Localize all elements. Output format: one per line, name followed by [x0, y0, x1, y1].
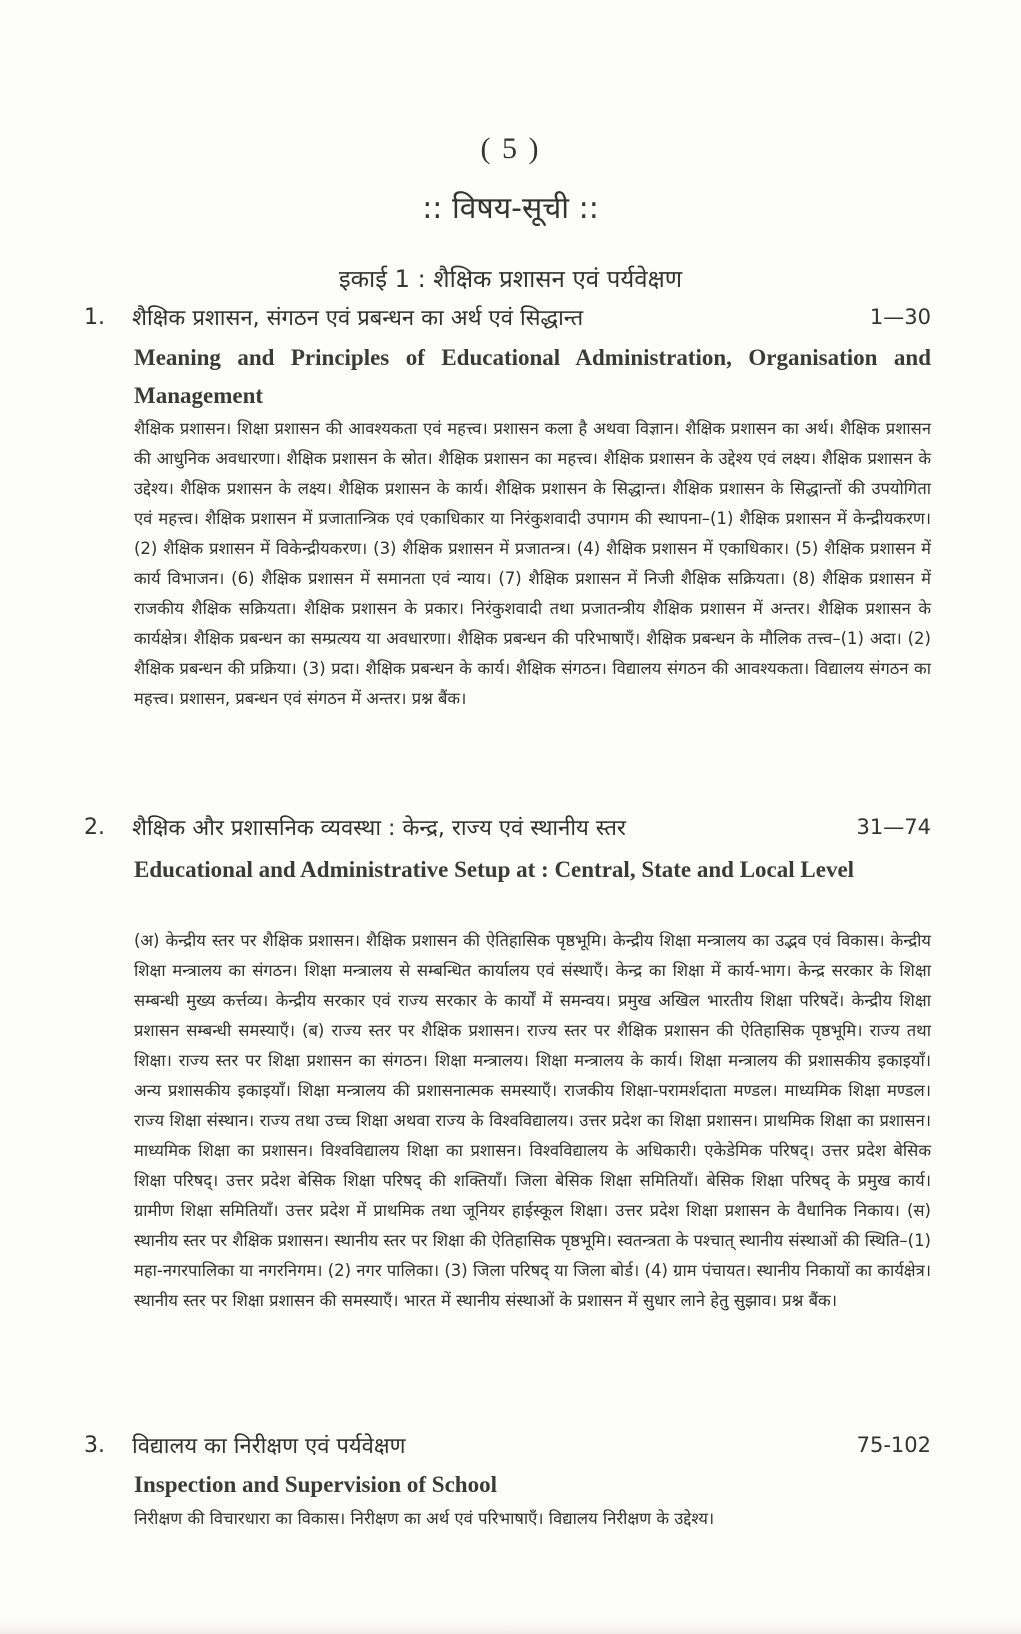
chapter-3-contents: निरीक्षण की विचारधारा का विकास। निरीक्षण का अर्थ एवं परिभाषाएँ। विद्यालय निरीक्षण के उद्देश्य। [134, 1509, 715, 1528]
chapter-title-hindi: शैक्षिक प्रशासन, संगठन एवं प्रबन्धन का अर्थ एवं सिद्धान्त [132, 306, 584, 331]
chapter-page-range: 1—30 [869, 305, 931, 329]
unit-heading: इकाई 1 : शैक्षिक प्रशासन एवं पर्यवेक्षण [338, 265, 683, 293]
chapter-number: 2. [84, 814, 105, 840]
page-edge-shadow [0, 1620, 1021, 1634]
chapter-page-range: 75-102 [856, 1433, 931, 1457]
chapter-number: 3. [84, 1432, 105, 1458]
chapter-2-title-english: Educational and Administrative Setup at : Central, State and Local Level [134, 857, 855, 882]
chapter-title-hindi: विद्यालय का निरीक्षण एवं पर्यवेक्षण [132, 1434, 406, 1459]
chapter-2-contents: (अ) केन्द्रीय स्तर पर शैक्षिक प्रशासन। शैक्षिक प्रशासन की ऐतिहासिक पृष्ठभूमि। केन्द्रीय शिक्षा मन्त्रालय का उद्भव एवं विकास। केन्द्रीय शिक्षा मन्त्रालय का संगठन। शिक्षा मन्त्रालय से सम्बन्धित कार्यालय एवं संस्थाएँ। केन्द्र का शिक्षा में कार्य-भाग। केन्द्र सरकार के शिक्षा सम्बन्धी मुख्य कर्त्तव्य। केन्द्रीय सरकार एवं राज्य सरकार के कार्यों में समन्वय। प्रमुख अखिल भारतीय शिक्षा परिषदें। केन्द्रीय शिक्षा प्रशासन सम्बन्धी समस्याएँ। (ब) राज्य स्तर पर शैक्षिक प्रशासन। राज्य स्तर पर शैक्षिक प्रशासन की ऐतिहासिक पृष्ठभूमि। राज्य तथा शिक्षा। राज्य स्तर पर शिक्षा प्रशासन का संगठन। शिक्षा मन्त्रालय। शिक्षा मन्त्रालय के कार्य। शिक्षा मन्त्रालय की प्रशासकीय इकाइयाँ। अन्य प्रशासकीय इकाइयाँ। शिक्षा मन्त्रालय की प्रशासनात्मक समस्याएँ। राजकीय शिक्षा-परामर्शदाता मण्डल। माध्यमिक शिक्षा मण्डल। राज्य शिक्षा संस्थान। राज्य तथा उच्च शिक्षा अथवा राज्य के विश्वविद्यालय। उत्तर प्रदेश का शिक्षा प्रशासन। प्राथमिक शिक्षा का प्रशासन। माध्यमिक शिक्षा का प्रशासन। विश्वविद्यालय शिक्षा का प्रशासन। विश्वविद्यालय के अधिकारी। एकेडेमिक परिषद्। उत्तर प्रदेश बेसिक शिक्षा परिषद्। उत्तर प्रदेश बेसिक शिक्षा परिषद् की शक्तियाँ। जिला बेसिक शिक्षा समितियाँ। बेसिक शिक्षा परिषद् के प्रमुख कार्य। ग्रामीण शिक्षा समितियाँ। उत्तर प्रदेश में प्राथमिक तथा जूनियर हाईस्कूल शिक्षा। उत्तर प्रदेश शिक्षा प्रशासन के वैधानिक निकाय। (स) स्थानीय स्तर पर शैक्षिक प्रशासन। स्थानीय स्तर पर शिक्षा की ऐतिहासिक पृष्ठभूमि। स्वतन्त्रता के पश्चात् स्थानीय संस्थाओं की स्थिति–(1) महा-नगरपालिका या नगरनिगम। (2) नगर पालिका। (3) जिला परिषद् या जिला बोर्ड। (4) ग्राम पंचायत। स्थानीय निकायों का कार्यक्षेत्र। स्थानीय स्तर पर शिक्षा प्रशासन की समस्याएँ। भारत में स्थानीय संस्थाओं के प्रशासन में सुधार लाने हेतु सुझाव। प्रश्न बैंक। [134, 931, 931, 1310]
chapter-1-heading [84, 300, 931, 334]
chapter-number: 1. [84, 304, 105, 330]
page-number: ( 5 ) [480, 132, 541, 165]
chapter-2-heading [84, 810, 931, 844]
table-of-contents-title: :: विषय-सूची :: [422, 191, 599, 226]
chapter-title-hindi: शैक्षिक और प्रशासनिक व्यवस्था : केन्द्र, राज्य एवं स्थानीय स्तर [132, 816, 626, 841]
chapter-3-title-english: Inspection and Supervision of School [134, 1472, 497, 1497]
chapter-1-contents: शैक्षिक प्रशासन। शिक्षा प्रशासन की आवश्यकता एवं महत्त्व। प्रशासन कला है अथवा विज्ञान। शैक्षिक प्रशासन का अर्थ। शैक्षिक प्रशासन की आधुनिक अवधारणा। शैक्षिक प्रशासन के स्रोत। शैक्षिक प्रशासन का महत्त्व। शैक्षिक प्रशासन के उद्देश्य एवं लक्ष्य। शैक्षिक प्रशासन के उद्देश्य। शैक्षिक प्रशासन के लक्ष्य। शैक्षिक प्रशासन के कार्य। शैक्षिक प्रशासन के सिद्धान्त। शैक्षिक प्रशासन के सिद्धान्तों की उपयोगिता एवं महत्त्व। शैक्षिक प्रशासन में प्रजातान्त्रिक एवं एकाधिकार या निरंकुशवादी उपागम की स्थापना–(1) शैक्षिक प्रशासन में केन्द्रीयकरण। (2) शैक्षिक प्रशासन में विकेन्द्रीयकरण। (3) शैक्षिक प्रशासन में प्रजातन्त्र। (4) शैक्षिक प्रशासन में एकाधिकार। (5) शैक्षिक प्रशासन में कार्य विभाजन। (6) शैक्षिक प्रशासन में समानता एवं न्याय। (7) शैक्षिक प्रशासन में निजी शैक्षिक सक्रियता। (8) शैक्षिक प्रशासन में राजकीय शैक्षिक सक्रियता। शैक्षिक प्रशासन के प्रकार। निरंकुशवादी तथा प्रजातन्त्रीय शैक्षिक प्रशासन में अन्तर। शैक्षिक प्रशासन के कार्यक्षेत्र। शैक्षिक प्रबन्धन का सम्प्रत्यय या अवधारणा। शैक्षिक प्रबन्धन की परिभाषाएँ। शैक्षिक प्रबन्धन के मौलिक तत्त्व–(1) अदा। (2) शैक्षिक प्रबन्धन की प्रक्रिया। (3) प्रदा। शैक्षिक प्रबन्धन के कार्य। शैक्षिक संगठन। विद्यालय संगठन की आवश्यकता। विद्यालय संगठन का महत्त्व। प्रशासन, प्रबन्धन एवं संगठन में अन्तर। प्रश्न बैंक। [134, 419, 931, 708]
chapter-page-range: 31—74 [856, 815, 931, 839]
chapter-3-heading [84, 1428, 931, 1462]
chapter-1-title-english: Meaning and Principles of Educational Administration, Organisation and Management [134, 345, 931, 408]
